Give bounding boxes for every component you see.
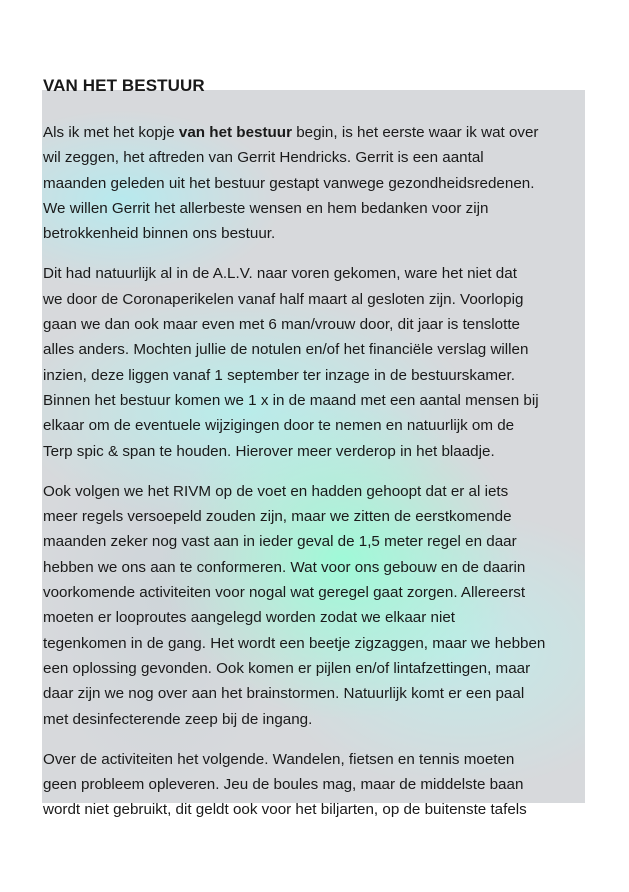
text-line: we door de Coronaperikelen vanaf half maart al gesloten zijn. Voorlopig xyxy=(43,290,524,308)
text-line: Ook volgen we het RIVM op de voet en hadden gehoopt dat er al iets xyxy=(43,482,509,500)
text-line: een oplossing gevonden. Ook komen er pijlen en/of lintafzettingen, maar xyxy=(43,659,531,677)
text-line xyxy=(43,120,603,145)
text-line: Terp spic & span te houden. Hierover meer verderop in het blaadje. xyxy=(43,442,495,460)
text-line: gaan we dan ook maar even met 6 man/vrouw door, dit jaar is tenslotte xyxy=(43,316,520,334)
paragraph xyxy=(43,479,603,732)
text-line: maanden geleden uit het bestuur gestapt vanwege gezondheidsredenen. xyxy=(43,174,535,192)
text-line: geen probleem opleveren. Jeu de boules mag, maar de middelste baan xyxy=(43,776,524,794)
text-line: We willen Gerrit het allerbeste wensen en hem bedanken voor zijn xyxy=(43,199,489,217)
article-body xyxy=(43,120,603,838)
text-line: Dit had natuurlijk al in de A.L.V. naar voren gekomen, ware het niet dat xyxy=(43,265,517,283)
text-line: wordt niet gebruikt, dit geldt ook voor het biljarten, op de buitenste tafels xyxy=(43,801,527,819)
text-line: Over de activiteiten het volgende. Wandelen, fietsen en tennis moeten xyxy=(43,750,515,768)
paragraph xyxy=(43,261,603,463)
text-line: voorkomende activiteiten voor nogal wat geregel gaat zorgen. Allereerst xyxy=(43,584,526,602)
text-line: met desinfecterende zeep bij de ingang. xyxy=(43,710,313,728)
text-segment: begin, is het eerste waar ik wat over xyxy=(292,124,539,141)
paragraph xyxy=(43,747,603,823)
text-line: wil zeggen, het aftreden van Gerrit Hendricks. Gerrit is een aantal xyxy=(43,149,484,167)
text-line: elkaar om de eventuele wijzigingen door te nemen en natuurlijk om de xyxy=(43,417,515,435)
text-line: hebben we ons aan te conformeren. Wat voor ons gebouw en de daarin xyxy=(43,558,526,576)
paragraph xyxy=(43,120,603,246)
text-line: inzien, deze liggen vanaf 1 september ter inzage in de bestuurskamer. xyxy=(43,366,515,384)
text-line: Binnen het bestuur komen we 1 x in de maand met een aantal mensen bij xyxy=(43,391,539,409)
bold-text: van het bestuur xyxy=(178,124,292,141)
text-line: tegenkomen in de gang. Het wordt een beetje zigzaggen, maar we hebben xyxy=(43,634,546,652)
text-line: daar zijn we nog over aan het brainstormen. Natuurlijk komt er een paal xyxy=(43,685,525,703)
text-line: betrokkenheid binnen ons bestuur. xyxy=(43,225,276,243)
text-line: maanden zeker nog vast aan in ieder geval de 1,5 meter regel en daar xyxy=(43,533,517,551)
section-heading: VAN HET BESTUUR xyxy=(43,76,205,95)
text-line: moeten er looproutes aangelegd worden zodat we elkaar niet xyxy=(43,609,456,627)
text-line: alles anders. Mochten jullie de notulen en/of het financiële verslag willen xyxy=(43,341,529,359)
text-line: meer regels versoepeld zouden zijn, maar we zitten de eerstkomende xyxy=(43,508,512,526)
text-segment: Als ik met het kopje xyxy=(43,124,179,141)
